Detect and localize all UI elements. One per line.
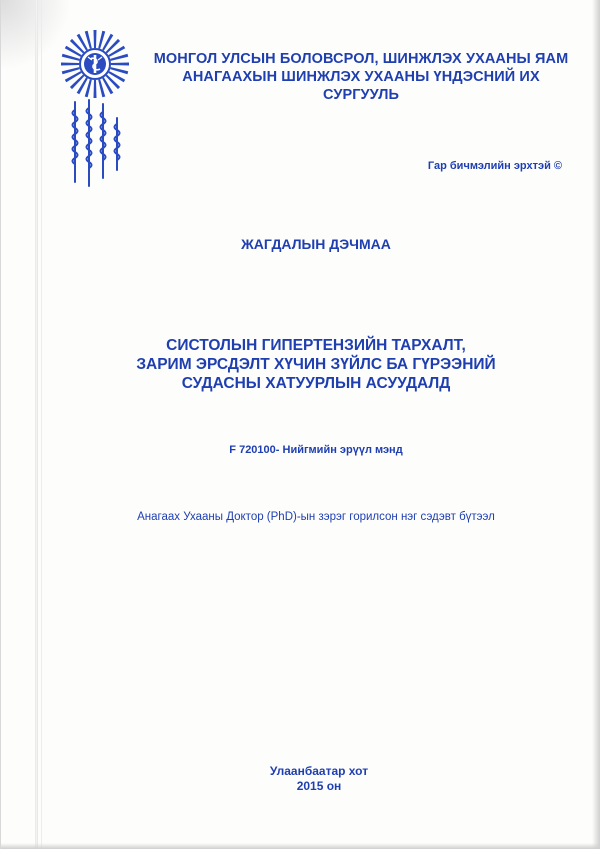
university-name: АНАГААХЫН ШИНЖЛЭХ УХААНЫ ҮНДЭСНИЙ ИХ СУРГУУЛЬ [182,69,540,103]
page-edge-right [592,0,600,849]
title-line-2: ЗАРИМ ЭРСДЭЛТ ХҮЧИН ЗҮЙЛС БА ГҮРЭЭНИЙ [136,356,496,373]
binding-fold [35,0,38,849]
ministry-name: МОНГОЛ УЛСЫН БОЛОВСРОЛ, ШИНЖЛЭХ УХААНЫ ЯАМ [153,51,569,67]
year: 2015 он [296,779,342,793]
institution-header [151,50,571,104]
binding-fold-line [41,0,42,849]
degree-statement: Анагаах Ухааны Доктор (PhD)-ын зэрэг горилсон нэг сэдэвт бүтээл [137,511,495,523]
university-emblem-icon [59,28,131,100]
mongolian-script-emblem [65,98,125,190]
city: Улаанбаатар хот [269,764,369,778]
dissertation-title [1,336,600,393]
page-edge-bottom [1,843,600,849]
copyright-notice: Гар бичмэлийн эрхтэй © [427,160,562,172]
place-and-year [1,764,600,794]
specialty-code: F 720100- Нийгмийн эрүүл мэнд [229,444,403,456]
title-line-3: СУДАСНЫ ХАТУУРЛЫН АСУУДАЛД [181,375,451,392]
title-line-1: СИСТОЛЫН ГИПЕРТЕНЗИЙН ТАРХАЛТ, [166,337,466,354]
author-name: ЖАГДАЛЫН ДЭЧМАА [241,236,391,252]
